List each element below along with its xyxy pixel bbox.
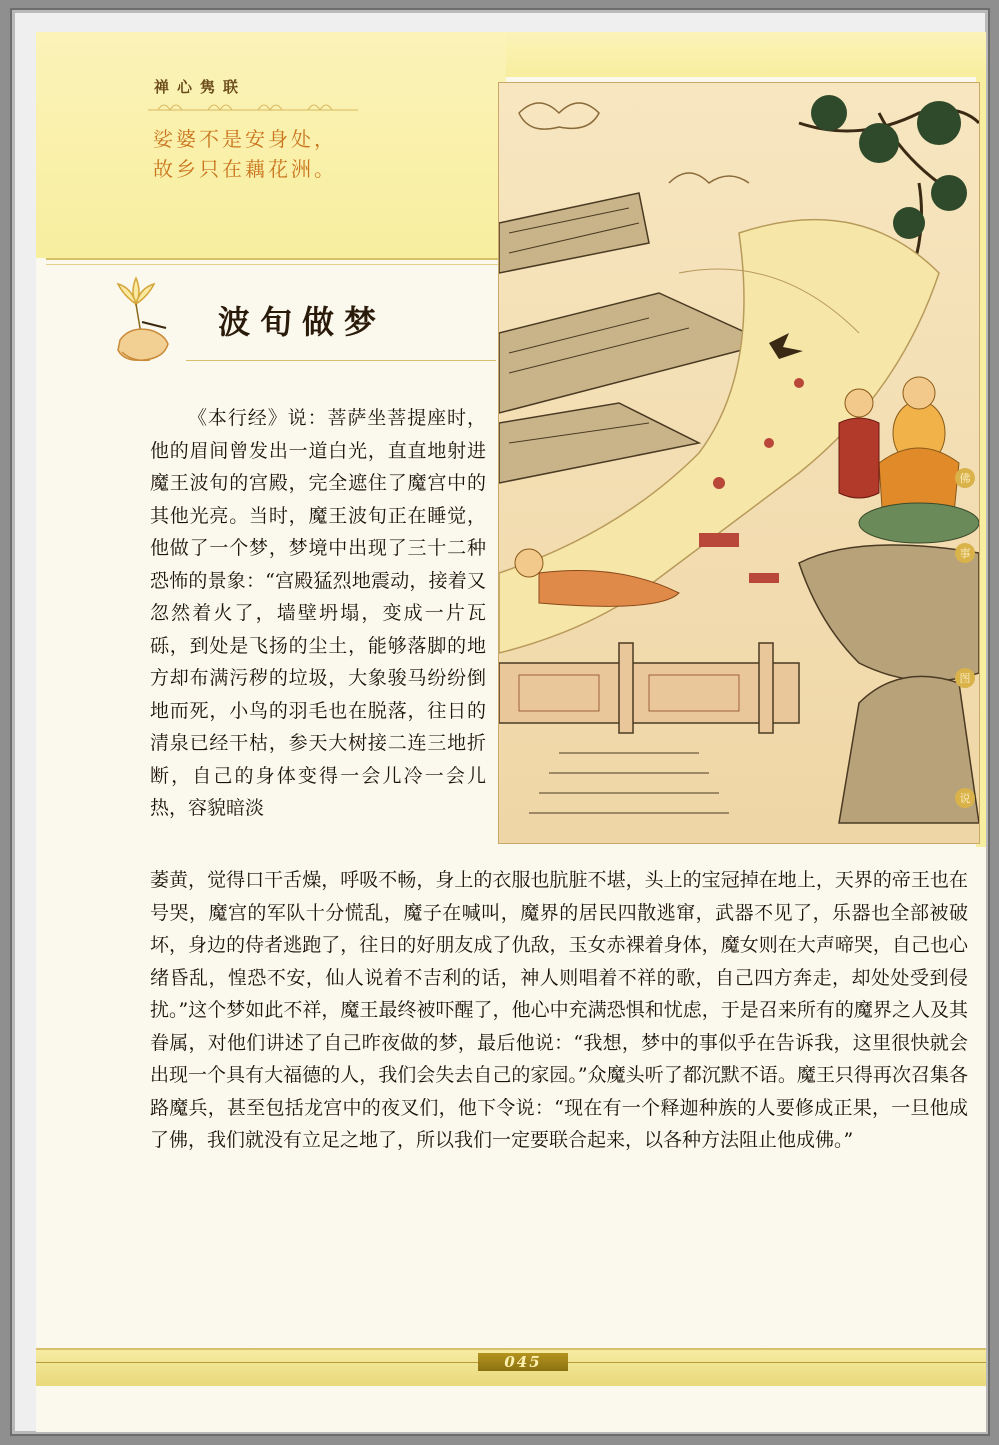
seal-char-4: 说 (955, 788, 975, 808)
buddhist-painting-image (499, 83, 979, 843)
section-label: 禅心隽联 (154, 78, 247, 96)
page-frame (10, 8, 990, 1436)
seal-char-1: 佛 (955, 468, 975, 488)
couplet-line-2: 故乡只在藕花洲。 (153, 157, 337, 181)
lotus-ornament-icon (148, 98, 358, 116)
header-band-right (506, 32, 986, 77)
article-paragraph-full: 萎黄，觉得口干舌燥，呼吸不畅，身上的衣服也肮脏不堪，头上的宝冠掉在地上，天界的帝王也在号哭，魔宫的军队十分慌乱，魔子在喊叫，魔界的居民四散逃窜，武器不见了，乐器也全部被破坏，身边的侍者逃跑了，往日的好朋友成了仇敌，玉女赤裸着身体，魔女则在大声啼哭，自己也心绪昏乱，惶恐不安，仙人说着不吉利的话，神人则唱着不祥的歌，自己四方奔走，却处处受到侵扰。”这个梦如此不祥，魔王最终被吓醒了，他心中充满恐惧和忧虑，于是召来所有的魔界之人及其眷属，对他们讲述了自己昨夜做的梦，最后他说：“我想，梦中的事似乎在告诉我，这里很快就会出现一个具有大福德的人，我们会失去自己的家园。”众魔头听了都沉默不语。魔王只得再次召集各路魔兵，甚至包括龙宫中的夜叉们，他下令说：“现在有一个释迦种族的人要修成正果，一旦他成了佛，我们就没有立足之地了，所以我们一定要联合起来，以各种方法阻止他成佛。” (150, 869, 968, 1151)
header-divider-thin (46, 264, 506, 265)
page-number: 045 (478, 1353, 568, 1371)
illustration (498, 82, 980, 844)
article-paragraph-side: 《本行经》说：菩萨坐菩提座时，他的眉间曾发出一道白光，直直地射进魔王波旬的宫殿，完全遮住了魔宫中的其他光亮。当时，魔王波旬正在睡觉，他做了一个梦，梦境中出现了三十二种恐怖的景象：“宫殿猛烈地震动，接着又忽然着火了，墙壁坍塌，变成一片瓦砾，到处是飞扬的尘土，能够落脚的地方却布满污秽的垃圾，大象骏马纷纷倒地而死，小鸟的羽毛也在脱落，往日的清泉已经干枯，参天大树接二连三地折断，自己的身体变得一会儿冷一会儿热，容貌暗淡 (150, 407, 486, 819)
couplet-line-1: 娑婆不是安身处， (153, 127, 337, 151)
hand-holding-lotus-icon (106, 270, 186, 370)
title-underline (186, 360, 496, 361)
couplet (153, 124, 337, 184)
seal-char-3: 图 (955, 668, 975, 688)
header-divider (46, 258, 506, 260)
seal-char-2: 事 (955, 543, 975, 563)
book-page (36, 32, 986, 1432)
article-title: 波旬做梦 (218, 303, 387, 341)
